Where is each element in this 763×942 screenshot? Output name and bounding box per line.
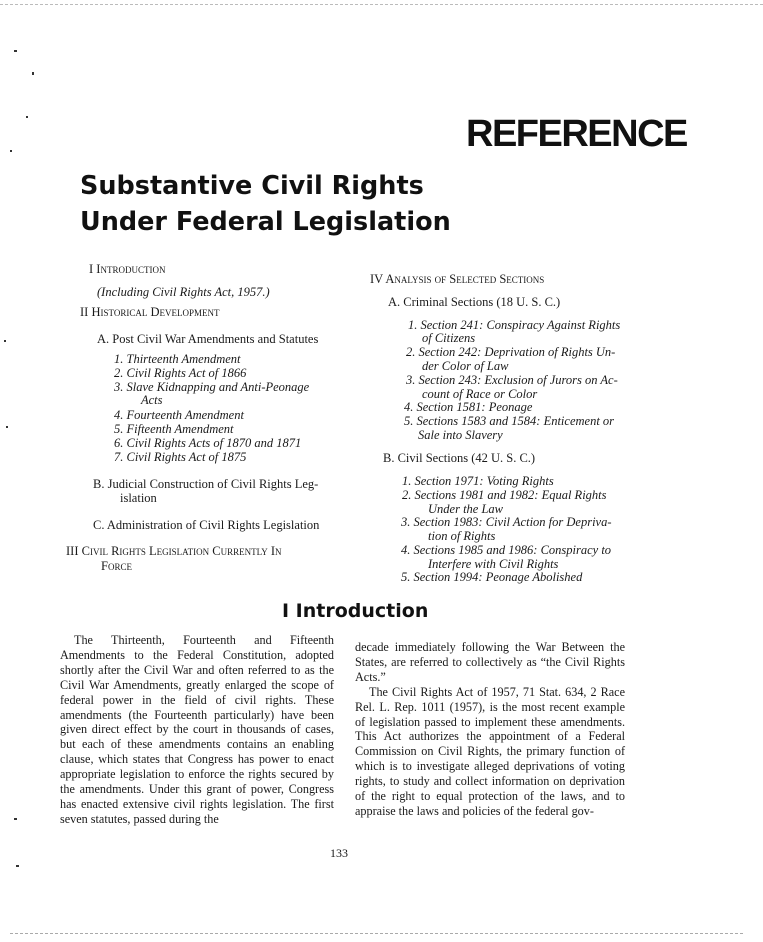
toc-entry: 2. Sections 1981 and 1982: Equal Rights	[402, 488, 607, 502]
toc-entry: Under the Law	[428, 502, 503, 516]
scan-speck	[14, 818, 17, 820]
toc-entry: 4. Section 1581: Peonage	[404, 400, 533, 414]
body-paragraph: The Civil Rights Act of 1957, 71 Stat. 634, 2 Race Rel. L. Rep. 1011 (1957), is the most recent example of legislation passed to implement these amendments. This Act authorizes the appointment of a Federal Commission on Civil Rights, the primary function of which is to investigate alleged deprivations of voting rights, to study and collect information on deprivation of the right to equal protection of the laws, and to appraise the laws and policies of the federal gov-	[355, 684, 625, 818]
toc-entry: tion of Rights	[428, 529, 496, 543]
toc-entry: count of Race or Color	[422, 387, 538, 401]
toc-entry: 1. Section 241: Conspiracy Against Rights	[408, 318, 621, 332]
section-heading: I Introduction	[282, 600, 429, 622]
toc-entry: I Introduction	[89, 262, 166, 276]
toc-entry: der Color of Law	[422, 359, 509, 373]
page-number: 133	[330, 846, 348, 860]
section-label: REFERENCE	[466, 113, 687, 155]
scan-speck	[16, 865, 19, 867]
toc-entry: of Citizens	[422, 331, 476, 345]
toc-entry: A. Post Civil War Amendments and Statutes	[97, 332, 319, 346]
bottom-edge-rule	[10, 933, 743, 934]
toc-entry: Acts	[141, 393, 163, 407]
toc-entry: B. Civil Sections (42 U. S. C.)	[383, 451, 536, 465]
toc-entry: 5. Sections 1583 and 1584: Enticement or	[404, 414, 615, 428]
scan-speck	[32, 72, 34, 75]
toc-entry: 2. Section 242: Deprivation of Rights Un-	[406, 345, 616, 359]
body-paragraph: The Thirteenth, Fourteenth and Fifteenth Amendments to the Federal Constitution, adopted shortly after the Civil War and often referred to as the Civil War Amendments, greatly enlarged the scope of federal power in the field of civil rights. These amendments (the Fourteenth particularly) have been given direct effect by the court in thousands of cases, but each of these amendments contains an enabling clause, which states that Congress has power to enact appropriate legislation to enforce the rights secured by the amendments. Under this grant of power, Congress has enacted extensive civil rights legislation. The first seven statutes, passed during the	[60, 633, 334, 826]
toc-entry: C. Administration of Civil Rights Legislation	[93, 518, 320, 532]
title-line-1: Substantive Civil Rights	[80, 171, 424, 201]
toc-entry: 6. Civil Rights Acts of 1870 and 1871	[114, 436, 302, 450]
toc-entry: IV Analysis of Selected Sections	[370, 272, 545, 286]
scan-speck	[6, 426, 8, 428]
toc-entry: 4. Fourteenth Amendment	[114, 408, 244, 422]
toc-entry: 1. Thirteenth Amendment	[114, 352, 241, 366]
scan-speck	[10, 150, 12, 152]
toc-entry: Force	[101, 559, 132, 573]
toc-entry: islation	[120, 491, 157, 505]
toc-entry: 5. Fifteenth Amendment	[114, 422, 234, 436]
scan-speck	[26, 116, 28, 118]
title-line-2: Under Federal Legislation	[80, 207, 451, 237]
toc-entry: III Civil Rights Legislation Currently In	[66, 544, 282, 558]
body-column-left	[60, 633, 334, 827]
body-paragraph: decade immediately following the War Between the States, are referred to collectively as “the Civil Rights Acts.”	[355, 640, 625, 684]
body-column-right	[355, 640, 625, 819]
page-title	[80, 168, 451, 240]
toc-entry: Sale into Slavery	[418, 428, 503, 442]
toc-entry: A. Criminal Sections (18 U. S. C.)	[388, 295, 561, 309]
toc-entry: B. Judicial Construction of Civil Rights Leg-	[93, 477, 319, 491]
toc-entry: Interfere with Civil Rights	[428, 557, 559, 571]
scan-speck	[4, 340, 6, 342]
top-edge-rule	[0, 4, 763, 5]
toc-entry: 3. Slave Kidnapping and Anti-Peonage	[114, 380, 310, 394]
toc-entry: 5. Section 1994: Peonage Abolished	[401, 570, 583, 584]
scan-speck	[14, 50, 17, 52]
toc-entry: 3. Section 1983: Civil Action for Depriva-	[401, 515, 612, 529]
toc-entry: 1. Section 1971: Voting Rights	[402, 474, 554, 488]
toc-entry: 7. Civil Rights Act of 1875	[114, 450, 247, 464]
toc-entry: (Including Civil Rights Act, 1957.)	[97, 285, 270, 299]
toc-entry: 2. Civil Rights Act of 1866	[114, 366, 247, 380]
toc-entry: II Historical Development	[80, 305, 220, 319]
toc-entry: 4. Sections 1985 and 1986: Conspiracy to	[401, 543, 612, 557]
toc-entry: 3. Section 243: Exclusion of Jurors on Ac-	[406, 373, 618, 387]
